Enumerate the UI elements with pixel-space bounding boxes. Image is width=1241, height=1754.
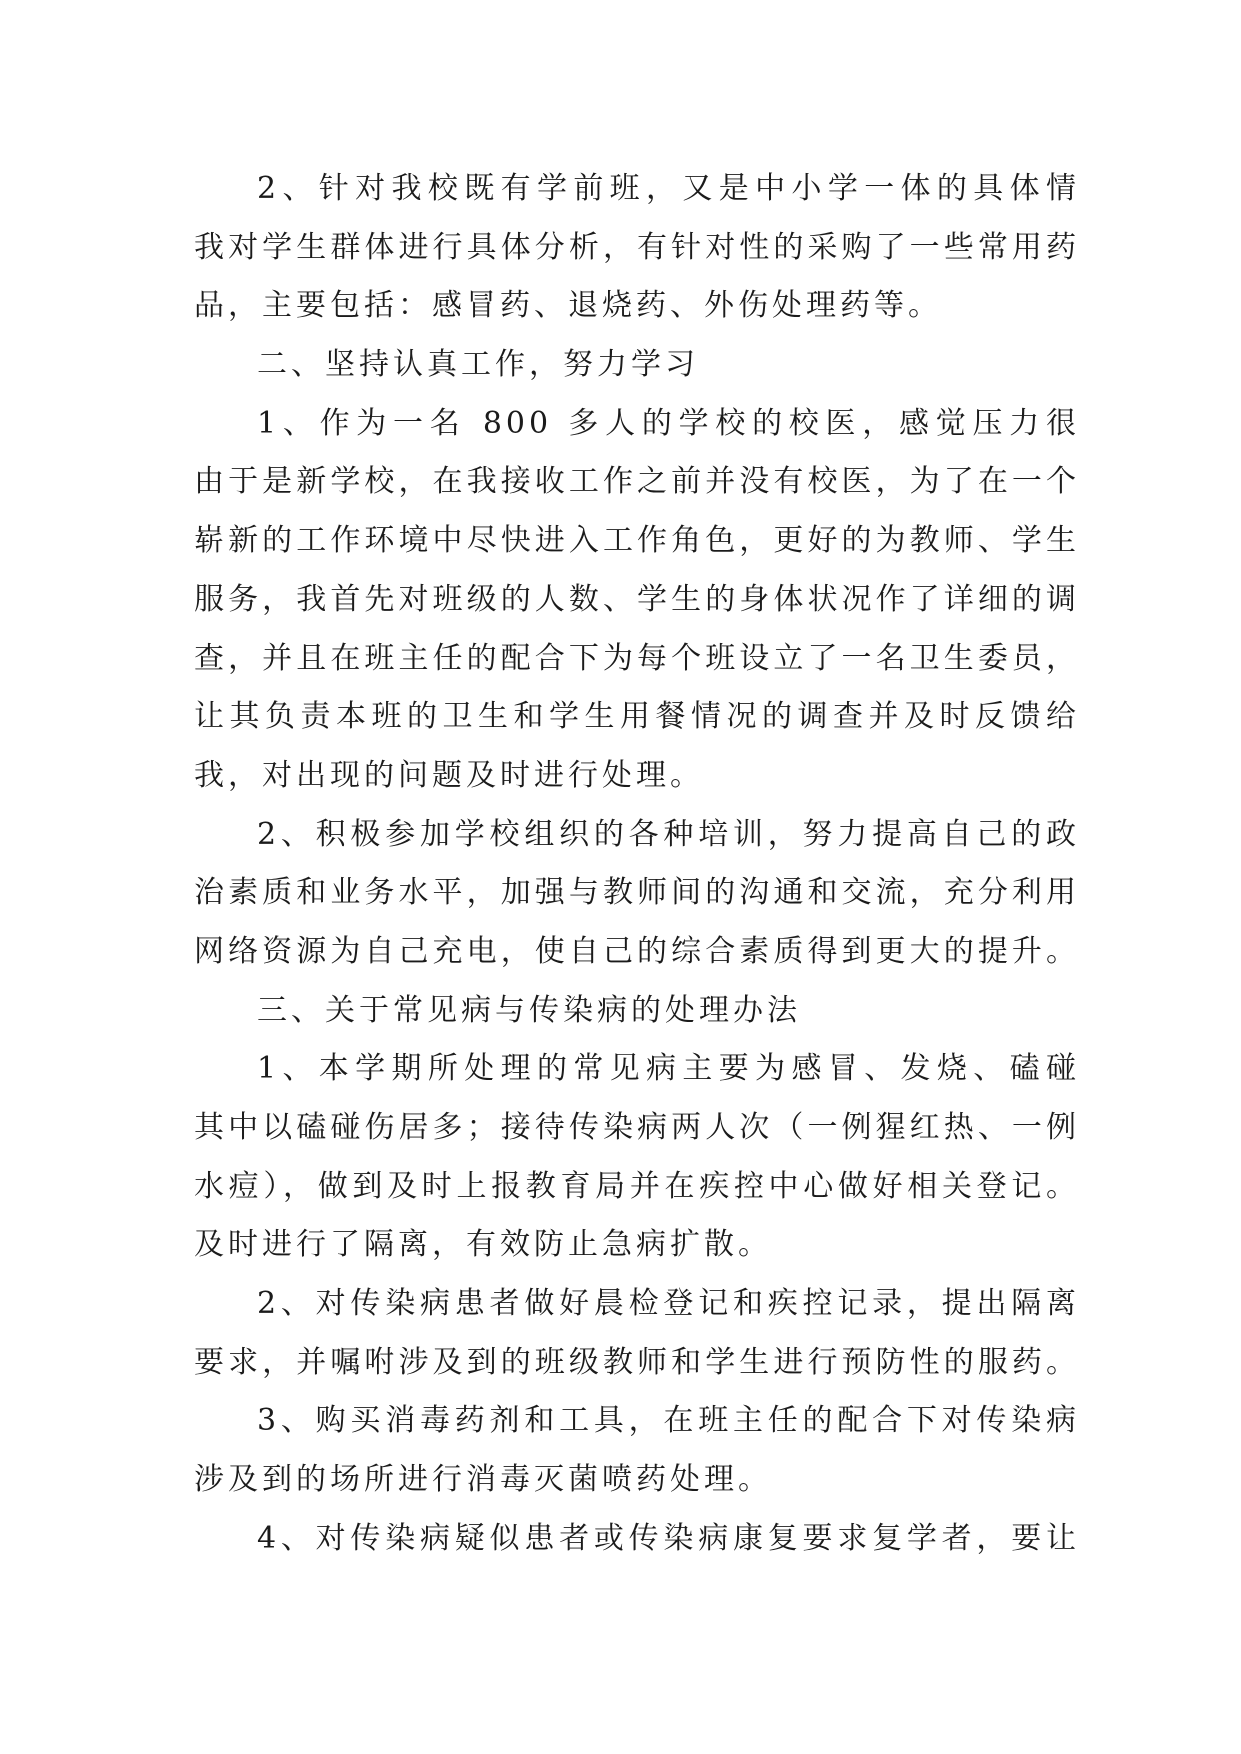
paragraph-line: 其中以磕碰伤居多；接待传染病两人次（一例猩红热、一例	[194, 1110, 1080, 1145]
paragraph-line: 由于是新学校，在我接收工作之前并没有校医，为了在一个	[194, 464, 1080, 500]
paragraph-line: 水痘），做到及时上报教育局并在疾控中心做好相关登记。	[194, 1168, 1080, 1204]
paragraph-line: 查，并且在班主任的配合下为每个班设立了一名卫生委员，	[194, 640, 1080, 676]
paragraph-line: 我对学生群体进行具体分析，有针对性的采购了一些常用药	[194, 229, 1080, 265]
paragraph-line: 1、本学期所处理的常见病主要为感冒、发烧、磕碰	[257, 1051, 1080, 1087]
paragraph	[194, 1392, 1080, 1509]
document-body	[194, 160, 1080, 1569]
paragraph	[194, 1275, 1080, 1392]
section-heading-text: 三、关于常见病与传染病的处理办法	[257, 992, 801, 1028]
paragraph	[194, 160, 1080, 336]
paragraph-line: 2、对传染病患者做好晨检登记和疾控记录，提出隔离	[257, 1286, 1080, 1322]
paragraph-line: 品，主要包括：感冒药、退烧药、外伤处理药等。	[194, 288, 942, 324]
paragraph-line: 治素质和业务水平，加强与教师间的沟通和交流，充分利用	[194, 875, 1080, 911]
paragraph-line: 2、针对我校既有学前班，又是中小学一体的具体情	[257, 171, 1080, 206]
paragraph-line: 我，对出现的问题及时进行处理。	[194, 757, 704, 793]
paragraph	[194, 395, 1080, 806]
paragraph-line: 涉及到的场所进行消毒灭菌喷药处理。	[194, 1462, 772, 1498]
paragraph-line: 崭新的工作环境中尽快进入工作角色，更好的为教师、学生	[194, 523, 1080, 559]
paragraph	[194, 1040, 1080, 1275]
paragraph-line: 网络资源为自己充电，使自己的综合素质得到更大的提升。	[194, 933, 1080, 969]
paragraph-line: 让其负责本班的卫生和学生用餐情况的调查并及时反馈给	[194, 699, 1080, 735]
paragraph-line: 4、对传染病疑似患者或传染病康复要求复学者，要让	[257, 1520, 1080, 1556]
section-heading	[194, 336, 1080, 395]
paragraph-line: 2、积极参加学校组织的各种培训，努力提高自己的政	[257, 816, 1080, 852]
section-heading-text: 二、坚持认真工作，努力学习	[257, 347, 699, 383]
paragraph-line: 3、购买消毒药剂和工具，在班主任的配合下对传染病	[257, 1403, 1080, 1439]
paragraph-line: 1、作为一名 800 多人的学校的校医，感觉压力很	[257, 405, 1080, 441]
section-heading	[194, 982, 1080, 1041]
paragraph-line: 要求，并嘱咐涉及到的班级教师和学生进行预防性的服药。	[194, 1344, 1080, 1380]
paragraph-line: 及时进行了隔离，有效防止急病扩散。	[194, 1227, 772, 1263]
paragraph-line: 服务，我首先对班级的人数、学生的身体状况作了详细的调	[194, 581, 1080, 617]
paragraph	[194, 806, 1080, 982]
paragraph	[194, 1510, 1080, 1569]
